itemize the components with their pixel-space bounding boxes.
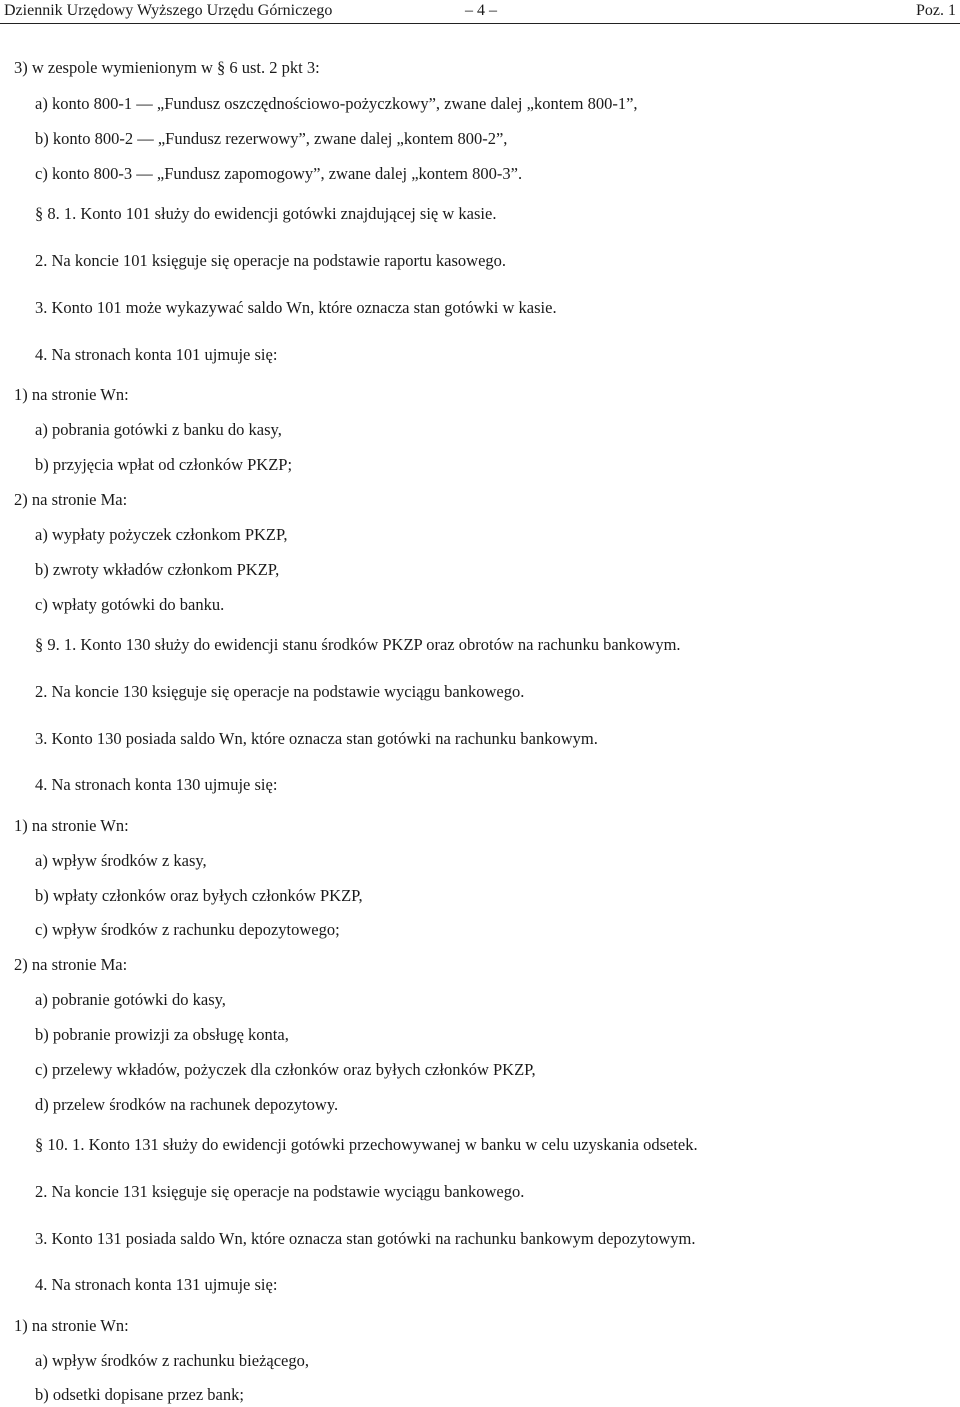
text-line: a) wpływ środków z rachunku bieżącego, bbox=[35, 1351, 309, 1370]
text-line: 3. Konto 131 posiada saldo Wn, które oznacza stan gotówki na rachunku bankowym depozytowym. bbox=[35, 1229, 696, 1248]
text-line: 2. Na koncie 131 księguje się operacje na podstawie wyciągu bankowego. bbox=[35, 1182, 525, 1201]
text-line: b) przyjęcia wpłat od członków PKZP; bbox=[35, 455, 293, 474]
paragraph-heading: § 8. 1. Konto 101 służy do ewidencji gotówki znajdującej się w kasie. bbox=[35, 204, 497, 223]
header-rule bbox=[0, 23, 960, 24]
text-line: 4. Na stronach konta 131 ujmuje się: bbox=[35, 1275, 278, 1294]
text-line: 3. Konto 101 może wykazywać saldo Wn, które oznacza stan gotówki w kasie. bbox=[35, 298, 557, 317]
text-line: a) konto 800-1 — „Fundusz oszczędnościowo-pożyczkowy”, zwane dalej „kontem 800-1”, bbox=[35, 94, 638, 113]
page-number: – 4 – bbox=[465, 2, 497, 19]
text-line: 2. Na koncie 130 księguje się operacje na podstawie wyciągu bankowego. bbox=[35, 682, 525, 701]
text-line: a) pobrania gotówki z banku do kasy, bbox=[35, 420, 282, 439]
text-line: b) wpłaty członków oraz byłych członków PKZP, bbox=[35, 886, 363, 905]
text-line: b) zwroty wkładów członkom PKZP, bbox=[35, 560, 280, 579]
text-line: a) wpływ środków z kasy, bbox=[35, 851, 207, 870]
text-line: a) pobranie gotówki do kasy, bbox=[35, 990, 226, 1009]
text-line: b) pobranie prowizji za obsługę konta, bbox=[35, 1025, 289, 1044]
text-line: 1) na stronie Wn: bbox=[14, 1316, 129, 1335]
journal-title: Dziennik Urzędowy Wyższego Urzędu Górniczego bbox=[4, 2, 333, 19]
text-line: 2) na stronie Ma: bbox=[14, 490, 128, 509]
text-line: a) wypłaty pożyczek członkom PKZP, bbox=[35, 525, 288, 544]
text-line: 4. Na stronach konta 130 ujmuje się: bbox=[35, 775, 278, 794]
text-line: b) odsetki dopisane przez bank; bbox=[35, 1385, 244, 1404]
text-line: d) przelew środków na rachunek depozytowy. bbox=[35, 1095, 339, 1114]
text-line: 3. Konto 130 posiada saldo Wn, które oznacza stan gotówki na rachunku bankowym. bbox=[35, 729, 598, 748]
text-line: 4. Na stronach konta 101 ujmuje się: bbox=[35, 345, 278, 364]
text-line: 2. Na koncie 101 księguje się operacje na podstawie raportu kasowego. bbox=[35, 251, 507, 270]
text-line: 3) w zespole wymienionym w § 6 ust. 2 pkt 3: bbox=[14, 58, 320, 77]
text-line: c) wpływ środków z rachunku depozytowego; bbox=[35, 920, 340, 939]
text-line: 2) na stronie Ma: bbox=[14, 955, 128, 974]
paragraph-heading: § 10. 1. Konto 131 służy do ewidencji gotówki przechowywanej w banku w celu uzyskania odsetek. bbox=[35, 1135, 698, 1154]
text-line: 1) na stronie Wn: bbox=[14, 816, 129, 835]
text-line: b) konto 800-2 — „Fundusz rezerwowy”, zwane dalej „kontem 800-2”, bbox=[35, 129, 508, 148]
text-line: c) wpłaty gotówki do banku. bbox=[35, 595, 225, 614]
position-number: Poz. 1 bbox=[916, 2, 956, 19]
page-header bbox=[0, 0, 960, 24]
text-line: 1) na stronie Wn: bbox=[14, 385, 129, 404]
paragraph-heading: § 9. 1. Konto 130 służy do ewidencji stanu środków PKZP oraz obrotów na rachunku bankowym. bbox=[35, 635, 681, 654]
text-line: c) konto 800-3 — „Fundusz zapomogowy”, zwane dalej „kontem 800-3”. bbox=[35, 164, 523, 183]
text-line: c) przelewy wkładów, pożyczek dla członków oraz byłych członków PKZP, bbox=[35, 1060, 536, 1079]
